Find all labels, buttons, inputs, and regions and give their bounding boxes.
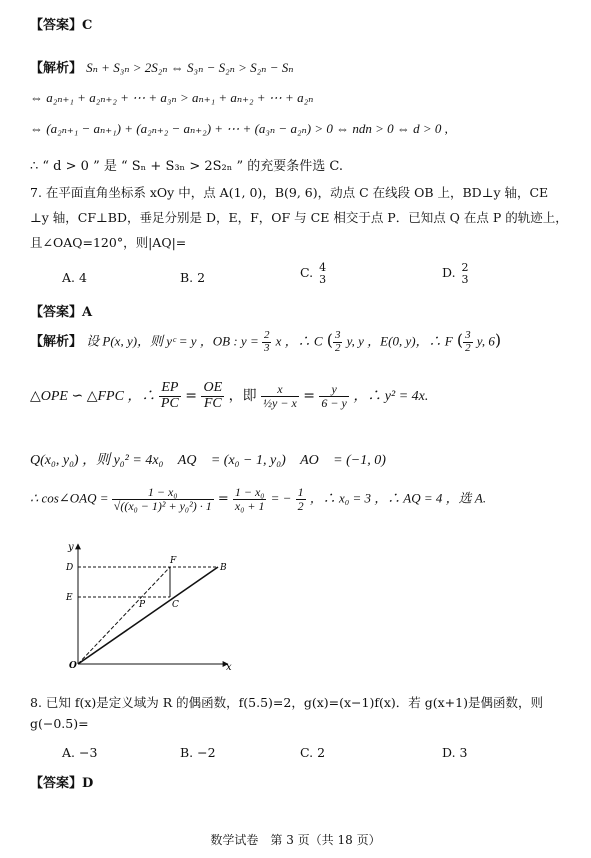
q7-option-d bbox=[442, 262, 471, 285]
q7-stem-line2: ⊥y 轴，CF⊥BD，垂足分别是 D，E，F，OF 与 CE 相交于点 P．已知点 Q 在点 P 的轨迹上， bbox=[30, 210, 568, 225]
label-y: y bbox=[68, 542, 74, 553]
q6-analysis-line4: ∴ “ d > 0 ” 是 “ Sₙ + S₃ₙ > 2S₂ₙ ” 的充要条件选 C. bbox=[30, 159, 344, 174]
analysis-tag: 【解析】 bbox=[30, 61, 83, 76]
frac-mid-num: 1 − x₀ bbox=[234, 485, 265, 499]
q7-option-d-num: 2 bbox=[461, 261, 469, 274]
q8-answer-value: D bbox=[82, 776, 94, 791]
frac-x: x bbox=[261, 383, 299, 397]
q7-solution-line4: ∴ cos∠OAQ = $\frac{\text{1 − x₀}}{\text{√((x₀ − 1)² + y₀²) · 1}}$ = $\frac{\text{1 − x₀}}{\text{x₀ + 1}}$ = − $\frac{1}{2}$ ，∴ x₀ = 3 ，∴ AQ = 4 ，选 A. bbox=[30, 485, 487, 513]
q7-sol4-b: = − bbox=[270, 490, 292, 506]
q8-stem-line1: 8. 已知 f(x)是定义域为 R 的偶函数，f(5.5)=2，g(x)=(x−1)f(x)．若 g(x+1)是偶函数，则 bbox=[30, 695, 543, 710]
q7-sol2-b: ，即 bbox=[228, 388, 257, 405]
frac-y: y bbox=[319, 383, 348, 397]
q8-option-d: D. 3 bbox=[442, 745, 468, 760]
frac-two-thirds-den: 3 bbox=[263, 341, 270, 354]
q7-stem-line1: 7. 在平面直角坐标系 xOy 中，点 A(1, 0)，B(9, 6)，动点 C 在线段 OB 上，BD⊥y 轴，CE bbox=[30, 185, 549, 200]
geometry-figure bbox=[50, 538, 240, 670]
q7-sol1-d: y, 6 bbox=[476, 333, 495, 349]
frac-den-three-halves-y: ½y − x bbox=[263, 395, 297, 410]
frac-mid-den: x₀ + 1 bbox=[234, 498, 265, 513]
frac-cos-den: √((x₀ − 1)² + y₀²) · 1 bbox=[113, 498, 212, 513]
page-footer: 数学试卷 第 3 页（共 18 页） bbox=[210, 833, 381, 847]
frac-ep: EP bbox=[159, 381, 181, 397]
q7-option-c bbox=[300, 262, 328, 285]
frac-pc: PC bbox=[160, 395, 179, 411]
q7-sol2-a: △OPE ∽ △FPC ，∴ bbox=[30, 389, 159, 405]
label-b: B bbox=[220, 563, 227, 573]
segment-of bbox=[78, 567, 170, 664]
analysis-tag: 【解析】 bbox=[30, 334, 83, 350]
q7-answer-value: A bbox=[82, 305, 93, 320]
q7-solution-line3: Q(x₀, y₀) ，则 y₀² = 4x₀ ，AQ⃗ = (x₀ − 1, y₀) ，AO⃗ = (−1, 0) bbox=[30, 453, 386, 468]
q8-option-b: B. −2 bbox=[180, 745, 216, 760]
q7-option-c-num: 4 bbox=[319, 261, 327, 274]
frac-half-num: 1 bbox=[297, 485, 304, 499]
q6-line1: Sₙ + S₃ₙ > 2S₂ₙ ⇔ S₃ₙ − S₂ₙ > S₂ₙ − Sₙ bbox=[86, 60, 294, 75]
q8-option-a: A. −3 bbox=[62, 745, 98, 760]
label-f: F bbox=[170, 556, 177, 566]
q7-sol2-c: ，∴ y² = 4x. bbox=[353, 389, 429, 405]
frac-three-halves-num-2: 3 bbox=[465, 329, 471, 341]
frac-three-halves-den: 2 bbox=[334, 341, 341, 354]
q8-answer bbox=[30, 772, 93, 791]
q6-answer-value: C bbox=[82, 18, 93, 33]
answer-tag: 【答案】 bbox=[30, 305, 83, 320]
q7-stem-line3: 且∠OAQ=120°，则|AQ|= bbox=[30, 235, 187, 250]
label-p: P bbox=[139, 600, 146, 610]
label-d: D bbox=[66, 563, 74, 573]
q7-sol1-b: x ，∴ C bbox=[275, 333, 323, 349]
frac-fc: FC bbox=[203, 395, 222, 411]
q8-option-c: C. 2 bbox=[300, 745, 326, 760]
label-o: O bbox=[69, 661, 77, 670]
q7-option-c-den: 3 bbox=[319, 272, 327, 286]
q7-sol1-c: y, y ，E(0, y)，∴ F bbox=[346, 333, 453, 349]
q7-solution-line2: △OPE ∽ △FPC ，∴ $\frac{EP}{PC}$ = $\frac{OE}{FC}$ ，即 $\frac{x}{\text{½y − x}}$ = $\frac{y}{6 - y}$ ，∴ y² = 4x. bbox=[30, 380, 429, 411]
q7-sol4-a: ∴ cos∠OAQ = bbox=[30, 490, 112, 506]
q7-option-a: A. 4 bbox=[62, 270, 87, 285]
q6-answer bbox=[30, 14, 92, 33]
q8-stem-line2: g(−0.5)= bbox=[30, 716, 89, 731]
frac-oe: OE bbox=[203, 380, 223, 395]
label-c: C bbox=[172, 600, 179, 610]
frac-cos-num: 1 − x₀ bbox=[112, 486, 214, 500]
q7-sol4-c: ，∴ x₀ = 3 ，∴ AQ = 4 ，选 A. bbox=[309, 490, 487, 506]
q7-option-b: B. 2 bbox=[180, 270, 206, 285]
q7-option-c-label: C. bbox=[300, 265, 314, 281]
frac-two-thirds-num: 2 bbox=[263, 329, 270, 341]
q6-analysis-line1 bbox=[30, 57, 294, 76]
label-x: x bbox=[226, 662, 232, 670]
frac-three-halves-num: 3 bbox=[334, 329, 341, 341]
frac-half-den: 2 bbox=[297, 498, 304, 513]
q6-analysis-line3: ⇔ (a₂ₙ₊₁ − aₙ₊₁) + (a₂ₙ₊₂ − aₙ₊₂) + ⋯ + (a₃ₙ − a₂ₙ) > 0 ⇔ ndn > 0 ⇔ d > 0 , bbox=[30, 121, 448, 136]
answer-tag: 【答案】 bbox=[30, 776, 83, 791]
answer-tag: 【答案】 bbox=[30, 18, 83, 33]
segment-ob bbox=[78, 567, 218, 664]
label-e: E bbox=[66, 593, 73, 603]
q6-analysis-line2: ⇔ a₂ₙ₊₁ + a₂ₙ₊₂ + ⋯ + a₃ₙ > aₙ₊₁ + aₙ₊₂ + ⋯ + a₂ₙ bbox=[30, 90, 314, 105]
q7-option-d-label: D. bbox=[442, 265, 456, 281]
frac-six-minus-y: 6 − y bbox=[321, 395, 347, 410]
q7-option-d-den: 3 bbox=[461, 272, 469, 286]
q7-answer bbox=[30, 301, 92, 320]
q7-sol1-a: 设 P(x, y)，则 yᶜ = y ，OB : y = bbox=[86, 333, 262, 349]
q7-solution-line1: 【解析】 设 P(x, y)，则 yᶜ = y ，OB : y = $\frac{2}{3}$ x ，∴ C ( $\frac{3}{2}$ y, y ，E(0, y)，∴ F ( $\frac{3}{2}$ y, 6) bbox=[30, 329, 502, 354]
frac-three-halves-den-2: 2 bbox=[465, 341, 471, 354]
